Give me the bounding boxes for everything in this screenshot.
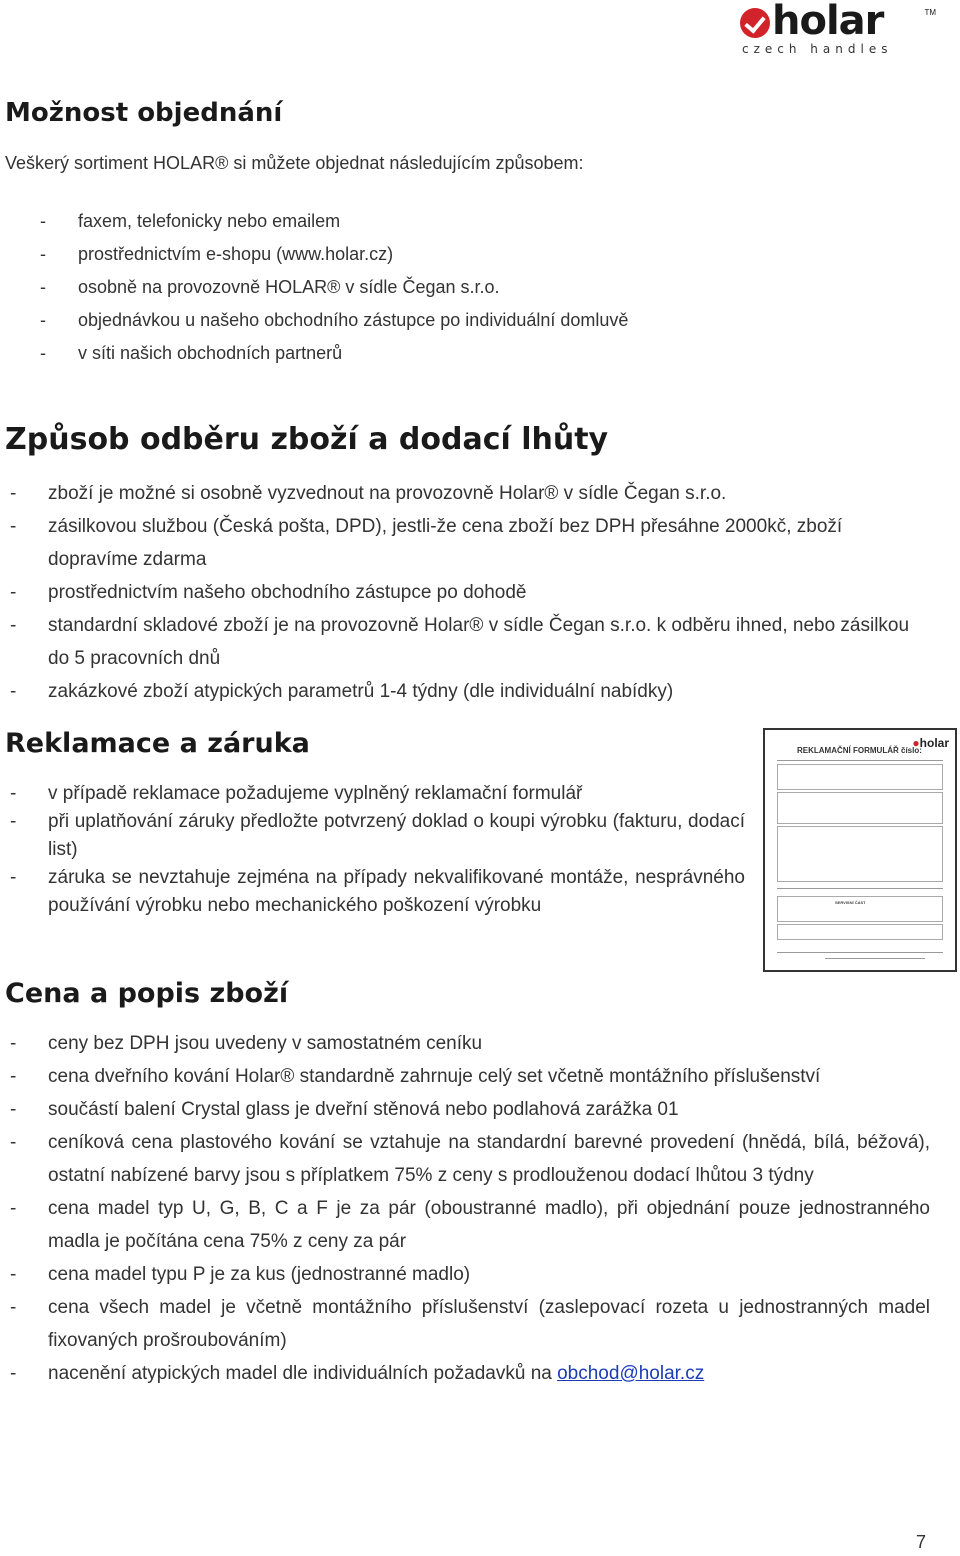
list-item: - cena dveřního kování Holar® standardně zahrnuje celý set včetně montážního příslušenství (10, 1066, 821, 1087)
list-item: - prostřednictvím e-shopu (www.holar.cz) (40, 244, 394, 264)
form-field-box (777, 826, 943, 882)
list-item: - cena madel typ U, G, B, C a F je za pár (oboustranné madlo), při objednání pouze jednostranného madla je počítána cena 75% z ceny za pár (10, 1198, 930, 1252)
form-divider (777, 888, 943, 889)
check-icon (740, 8, 770, 38)
pricing-list (10, 1027, 930, 1390)
section-heading-warranty: Reklamace a záruka (5, 728, 310, 759)
logo-trademark: TM (924, 8, 936, 17)
page-number: 7 (916, 1532, 927, 1552)
form-field-box (777, 764, 943, 790)
list-item: - ceny bez DPH jsou uvedeny v samostatném ceníku (10, 1033, 483, 1054)
list-item: - ceníková cena plastového kování se vztahuje na standardní barevné provedení (hnědá, bílá, béžová), ostatní nabízené barvy jsou s příplatkem 75% z ceny s prodlouženou dodací lhůtou 3 týdny (10, 1132, 930, 1186)
list-item: - při uplatňování záruky předložte potvrzený doklad o koupi výrobku (fakturu, dodací list) (10, 811, 745, 860)
list-item: - zásilkovou službou (Česká pošta, DPD), jestli-že cena zboží bez DPH přesáhne 2000kč, zboží dopravíme zdarma (10, 516, 843, 570)
ordering-intro: Veškerý sortiment HOLAR® si můžete objednat následujícím způsobem: (5, 153, 584, 173)
logo-wordmark: holar (772, 0, 884, 44)
form-field-box (777, 792, 943, 824)
section-heading-delivery: Způsob odběru zboží a dodací lhůty (5, 422, 609, 457)
list-item: - v případě reklamace požadujeme vyplněný reklamační formulář (10, 783, 583, 804)
list-item: - cena madel typu P je za kus (jednostranné madlo) (10, 1264, 471, 1285)
list-item: - v síti našich obchodních partnerů (40, 343, 343, 363)
list-item: - součástí balení Crystal glass je dveřní stěnová nebo podlahová zarážka 01 (10, 1099, 679, 1120)
form-divider (777, 952, 943, 953)
holar-logo (740, 0, 940, 58)
list-item: - faxem, telefonicky nebo emailem (40, 211, 341, 231)
list-item: - standardní skladové zboží je na provozovně Holar® v sídle Čegan s.r.o. k odběru ihned, nebo zásilkou do 5 pracovních dnů (10, 615, 910, 669)
list-item: - objednávkou u našeho obchodního zástupce po individuální domluvě (40, 310, 629, 330)
logo-tagline: czech handles (742, 42, 893, 56)
warranty-list (10, 780, 745, 920)
list-item: - zboží je možné si osobně vyzvednout na provozovně Holar® v sídle Čegan s.r.o. (10, 483, 727, 504)
section-heading-pricing: Cena a popis zboží (5, 978, 289, 1009)
form-title: REKLAMAČNÍ FORMULÁŘ číslo: (797, 746, 922, 755)
form-divider (777, 760, 943, 761)
list-item: - nacenění atypických madel dle individuálních požadavků na obchod@holar.cz (10, 1363, 705, 1384)
ordering-list (40, 205, 780, 370)
form-section-label: SERVISNÍ ČÁST (835, 900, 866, 905)
form-logo: ●holar (912, 736, 949, 750)
form-field-box (777, 924, 943, 940)
section-heading-ordering: Možnost objednání (5, 98, 283, 128)
list-item: - záruka se nevztahuje zejména na případy nekvalifikované montáže, nesprávného používání výrobku nebo mechanického poškození výrobku (10, 867, 745, 916)
form-divider (825, 958, 925, 959)
list-item: - cena všech madel je včetně montážního příslušenství (zaslepovací rozeta u jednostranných madel fixovaných prošroubováním) (10, 1297, 930, 1351)
list-item: - osobně na provozovně HOLAR® v sídle Čegan s.r.o. (40, 277, 500, 297)
email-link[interactable]: obchod@holar.cz (557, 1363, 705, 1384)
delivery-list (10, 477, 920, 708)
complaint-form-thumbnail (763, 728, 957, 972)
list-item: - prostřednictvím našeho obchodního zástupce po dohodě (10, 582, 527, 603)
list-item: - zakázkové zboží atypických parametrů 1-4 týdny (dle individuální nabídky) (10, 681, 674, 702)
